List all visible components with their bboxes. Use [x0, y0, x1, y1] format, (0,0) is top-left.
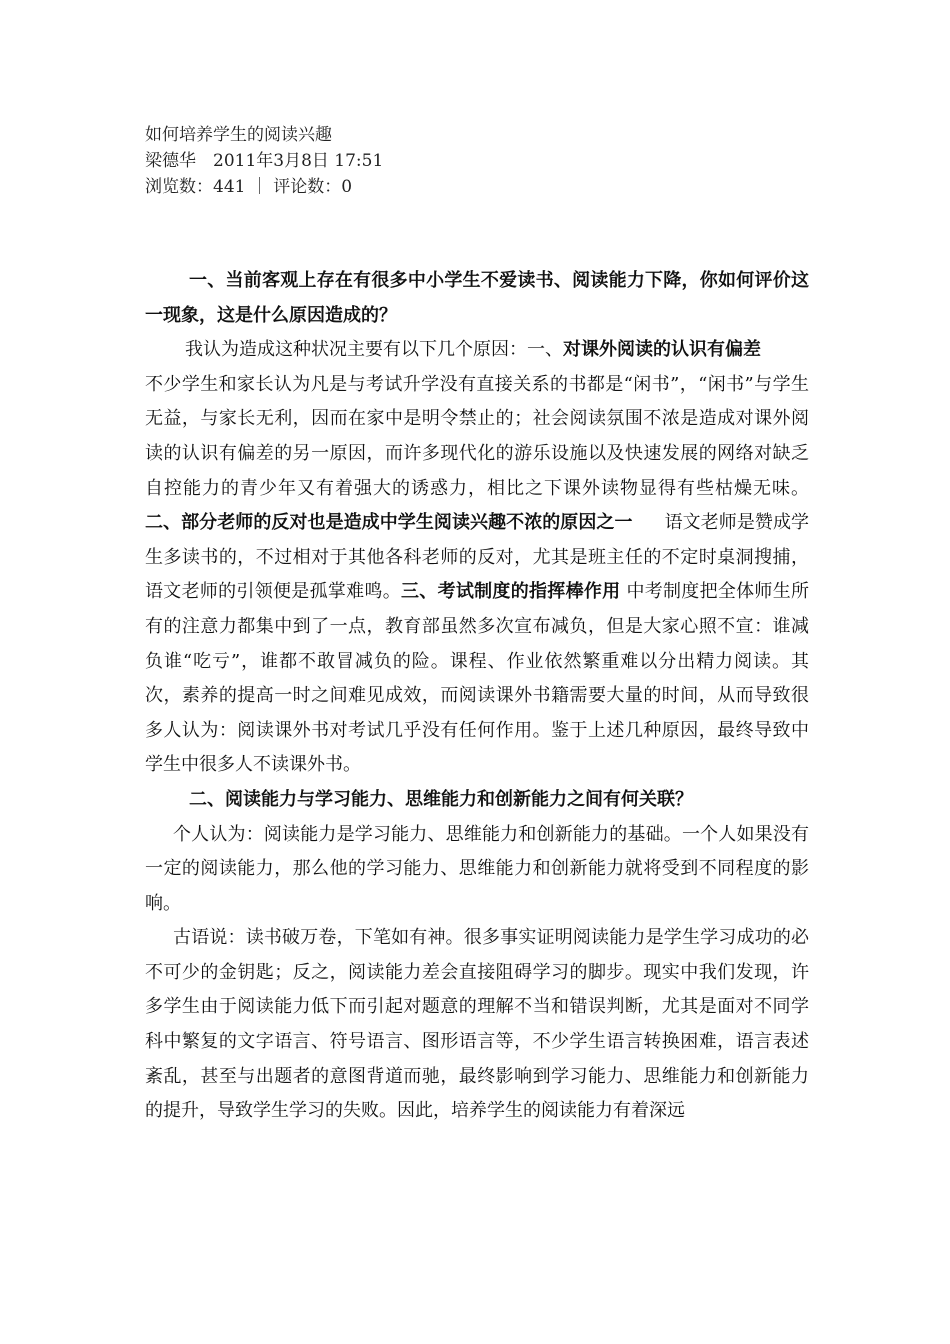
point-3-text: 中考制度把全体师生所有的注意力都集中到了一点，教育部虽然多次宣布减负，但是大家心照不宣：谁减负谁“吃亏”，谁都不敢冒减负的险。课程、作业依然繁重难以分出精力阅读。其次，素养的提高一时之间难见成效，而阅读课外书籍需要大量的时间，从而导致很多人认为：阅读课外书对考试几乎没有任何作用。鉴于上述几种原因，最终导致中学生中很多人不读课外书。	[145, 581, 810, 776]
article-title: 如何培养学生的阅读兴趣	[145, 125, 332, 145]
author-date: 梁德华 2011年3月8日 17:51	[145, 151, 384, 171]
question-2-heading: 二、阅读能力与学习能力、思维能力和创新能力之间有何关联？	[189, 788, 693, 810]
article-meta	[145, 122, 805, 200]
question-1-heading: 一、当前客观上存在有很多中小学生不爱读书、阅读能力下降，你如何评价这一现象，这是什么原因造成的？	[145, 270, 809, 326]
point-3-title: 三、考试制度的指挥棒作用	[401, 581, 621, 603]
answer-intro: 我认为造成这种状况主要有以下几个原因：一、	[185, 339, 563, 361]
point-1-text: 不少学生和家长认为凡是与考试升学没有直接关系的书都是“闲书”，“闲书”与学生无益，与家长无利，因而在家中是明令禁止的；社会阅读氛围不浓是造成对课外阅读的认识有偏差的另一原因，而许多现代化的游乐设施以及快速发展的网络对缺乏自控能力的青少年又有着强大的诱惑力，相比之下课外读物显得有些枯燥无味。	[145, 373, 809, 499]
question-2-paragraph-2: 古语说：读书破万卷，下笔如有神。很多事实证明阅读能力是学生学习成功的必不可少的金钥匙；反之，阅读能力差会直接阻碍学习的脚步。现实中我们发现，许多学生由于阅读能力低下而引起对题意的理解不当和错误判断，尤其是面对不同学科中繁复的文字语言、符号语言、图形语言等，不少学生语言转换困难，语言表述紊乱，甚至与出题者的意图背道而驰，最终影响到学习能力、思维能力和创新能力的提升，导致学生学习的失败。因此，培养学生的阅读能力有着深远	[145, 927, 809, 1122]
question-2-paragraph-1: 个人认为：阅读能力是学习能力、思维能力和创新能力的基础。一个人如果没有一定的阅读能力，那么他的学习能力、思维能力和创新能力就将受到不同程度的影响。	[145, 823, 809, 914]
question-1-answer	[145, 333, 809, 783]
view-comment-stats: 浏览数：441 ｜ 评论数：0	[145, 177, 353, 197]
article-body	[145, 264, 809, 1129]
point-1-title: 对课外阅读的认识有偏差	[563, 339, 761, 361]
point-2-title: 二、部分老师的反对也是造成中学生阅读兴趣不浓的原因之一	[145, 512, 633, 534]
point-2-text: 语文老师是赞成学生多读书的，不过相对于其他各科老师的反对，尤其是班主任的不定时桌洞搜捕，语文老师的引领便是孤掌难鸣。	[145, 512, 810, 603]
